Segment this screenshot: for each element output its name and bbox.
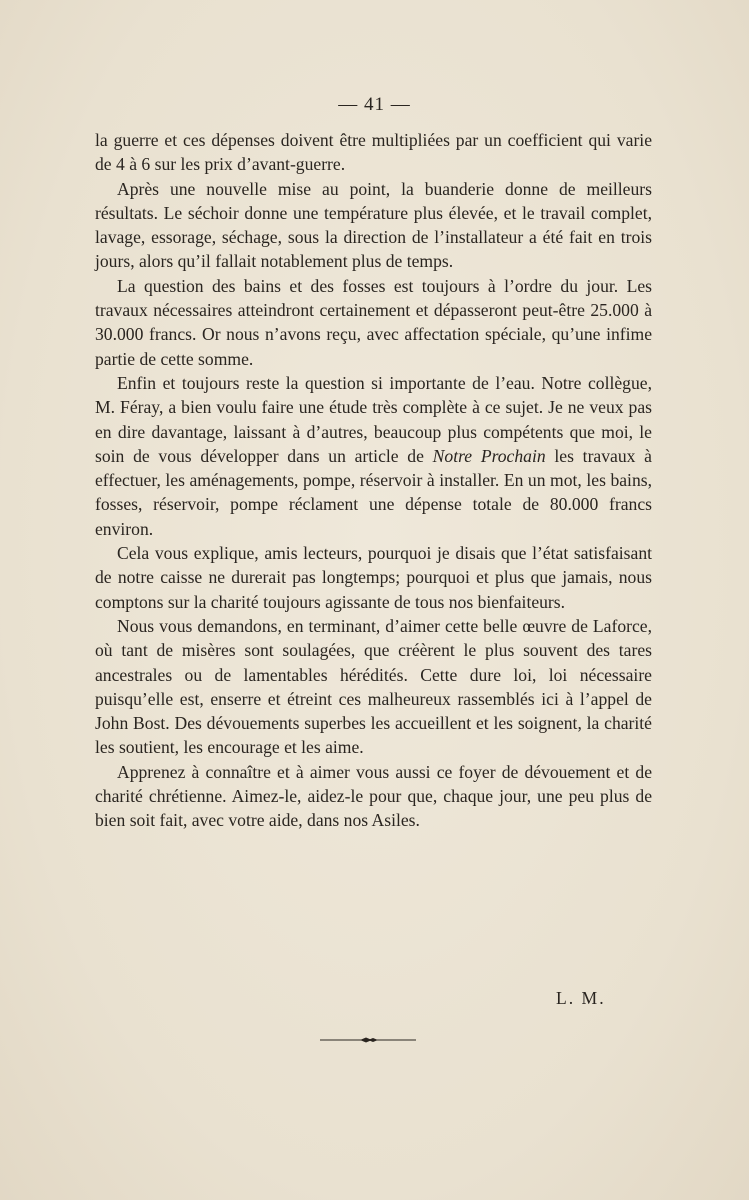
paragraph-5: Cela vous explique, amis lecteurs, pourquoi je disais que l’état satisfaisant de notre caisse ne durerait pas longtemps; pourquoi et plus que jamais, nous comptons sur la charité toujours agissante de tous nos bienfaiteurs.: [95, 543, 652, 612]
paragraph-4-part-2: les travaux à effectuer, les aménagements, pompe, réservoir à installer. En un mot, les bains, fosses, réservoir, pompe réclament une dépense totale de 80.000 francs environ.: [95, 445, 652, 539]
paragraph-6: Nous vous demandons, en terminant, d’aimer cette belle œuvre de Laforce, où tant de misères sont soulagées, que créèrent le plus souvent des tares ancestrales ou de lamentables hérédités. Cette dure loi, loi nécessaire puisqu’elle est, enserre et étreint ces malheureux rassemblés ici à l’appel de John Bost. Des dévouements superbes les accueillent et les soignent, la charité les soutient, les encourage et les aime.: [95, 615, 652, 758]
page-number: — 41 —: [338, 94, 411, 115]
article-body: [95, 128, 652, 833]
paragraph-1: la guerre et ces dépenses doivent être multipliées par un coefficient qui varie de 4 à 6 sur les prix d’avant-guerre.: [95, 130, 652, 175]
paragraph-4-part-1: Enfin et toujours reste la question si importante de l’eau. Notre collègue, M. Féray, a bien voulu faire une étude très complète à ce sujet. Je ne veux pas en dire davantage, laissant à d’autres, beaucoup plus compétents que moi, le soin de vous développer dans un article de: [95, 372, 652, 466]
author-signature: L. M.: [556, 988, 606, 1008]
paragraph-4: [95, 371, 652, 541]
journal-title: Notre Prochain: [432, 445, 546, 466]
end-ornament-rule: [320, 1037, 416, 1043]
paragraph-7: Apprenez à connaître et à aimer vous aussi ce foyer de dévouement et de charité chrétienne. Aimez-le, aidez-le pour que, chaque jour, une peu plus de bien soit fait, avec votre aide, dans nos Asiles.: [95, 761, 652, 831]
paragraph-3: La question des bains et des fosses est toujours à l’ordre du jour. Les travaux nécessaires atteindront certainement et dépasseront peut-être 25.000 à 30.000 francs. Or nous n’avons reçu, avec affectation spéciale, qu’une infime partie de cette somme.: [95, 275, 652, 369]
paragraph-2: Après une nouvelle mise au point, la buanderie donne de meilleurs résultats. Le séchoir donne une température plus élevée, et le travail complet, lavage, essorage, séchage, sous la direction de l’installateur a été fait en trois jours, alors qu’il fallait notablement plus de temps.: [95, 178, 652, 272]
